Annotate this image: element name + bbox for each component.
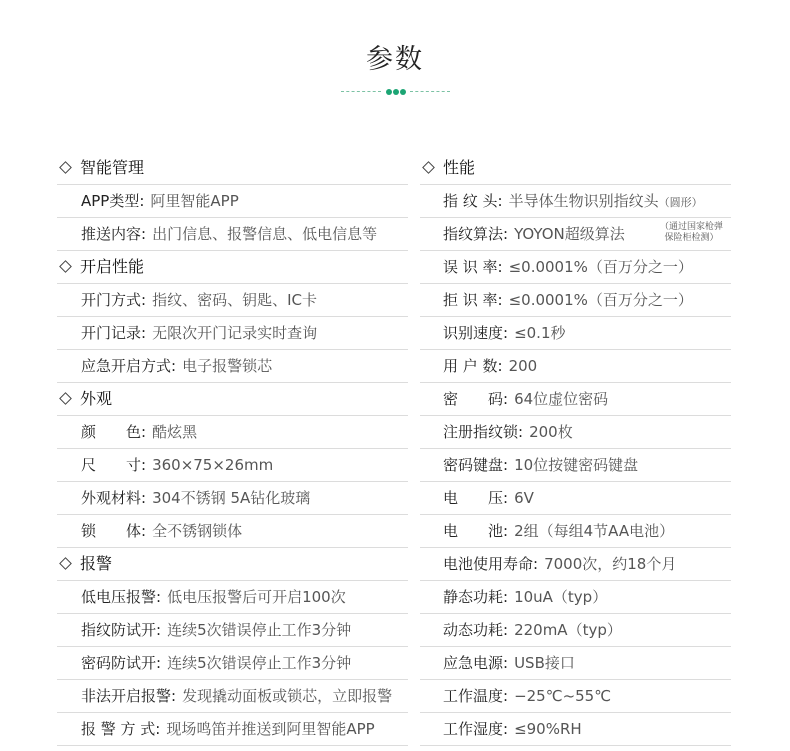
spec-value: 2组（每组4节AA电池）: [514, 522, 675, 540]
spec-row: [57, 350, 408, 383]
spec-label: 电池使用寿命:: [443, 555, 539, 573]
spec-row: [420, 680, 731, 713]
spec-value: 现场鸣笛并推送到阿里智能APP: [166, 720, 375, 738]
spec-label: APP类型:: [81, 192, 145, 210]
spec-row: [420, 515, 731, 548]
spec-label: 用 户 数:: [443, 357, 503, 375]
diamond-icon: [59, 260, 72, 273]
spec-value: 10位按键密码键盘: [514, 456, 639, 474]
spec-label: 非法开启报警:: [81, 687, 177, 705]
spec-value: ≤90%RH: [514, 720, 582, 738]
spec-label: 开门记录:: [81, 324, 147, 342]
spec-value: 电子报警锁芯: [182, 357, 273, 375]
section-heading: 开启性能: [57, 251, 408, 284]
spec-value: 连续5次错误停止工作3分钟: [167, 654, 352, 672]
spec-label: 外观材料:: [81, 489, 147, 507]
spec-row: [57, 713, 408, 746]
spec-value: 连续5次错误停止工作3分钟: [167, 621, 352, 639]
spec-label: 密码防试开:: [81, 654, 162, 672]
section-heading: 报警: [57, 548, 408, 581]
spec-row: [420, 185, 731, 218]
spec-label: 密 码:: [443, 390, 509, 408]
spec-label: 锁 体:: [81, 522, 147, 540]
section-heading: 智能管理: [57, 152, 408, 185]
spec-label: 注册指纹锁:: [443, 423, 524, 441]
spec-value: 7000次，约18个月: [544, 555, 677, 573]
divider-line-left: [341, 91, 381, 92]
spec-label: 工作温度:: [443, 687, 509, 705]
spec-value: ≤0.0001%（百万分之一）: [508, 291, 693, 309]
divider-line-right: [410, 91, 450, 92]
spec-label: 静态功耗:: [443, 588, 509, 606]
spec-label: 低电压报警:: [81, 588, 162, 606]
spec-row: [57, 284, 408, 317]
spec-value: 64位虚位密码: [514, 390, 609, 408]
spec-value: 发现撬动面板或锁芯，立即报警: [182, 687, 393, 705]
spec-value: 酷炫黑: [152, 423, 198, 441]
spec-row: [57, 449, 408, 482]
spec-row: [420, 383, 731, 416]
spec-label: 密码键盘:: [443, 456, 509, 474]
spec-label: 电 压:: [443, 489, 509, 507]
spec-row: [420, 284, 731, 317]
spec-row: [420, 317, 731, 350]
spec-row: [57, 515, 408, 548]
spec-value: −25℃~55℃: [514, 687, 612, 705]
spec-value: 无限次开门记录实时查询: [152, 324, 318, 342]
left-spec-column: [57, 152, 408, 746]
spec-row: [420, 581, 731, 614]
spec-note: （通过国家枪弹 保险柜检测）: [659, 222, 723, 243]
spec-label: 颜 色:: [81, 423, 147, 441]
spec-row: [420, 713, 731, 746]
diamond-icon: [422, 161, 435, 174]
spec-label: 动态功耗:: [443, 621, 509, 639]
spec-label: 电 池:: [443, 522, 509, 540]
title-divider: [341, 88, 450, 96]
diamond-icon: [59, 392, 72, 405]
spec-row: [57, 680, 408, 713]
spec-value: 304不锈钢 5A钻化玻璃: [152, 489, 311, 507]
spec-value: 出门信息、报警信息、低电信息等: [152, 225, 378, 243]
spec-label: 应急电源:: [443, 654, 509, 672]
page-title: 参数: [366, 44, 424, 75]
spec-row: [57, 317, 408, 350]
spec-row: [57, 482, 408, 515]
spec-label: 识别速度:: [443, 324, 509, 342]
spec-row: [420, 350, 731, 383]
spec-value: 200: [508, 357, 538, 375]
spec-row: [57, 581, 408, 614]
spec-label: 拒 识 率:: [443, 291, 503, 309]
spec-label: 工作湿度:: [443, 720, 509, 738]
spec-row: [420, 548, 731, 581]
spec-label: 推送内容:: [81, 225, 147, 243]
spec-value: ≤0.1秒: [514, 324, 566, 342]
spec-row: [420, 251, 731, 284]
spec-row: [57, 185, 408, 218]
spec-row: [420, 218, 731, 251]
section-heading: 外观: [57, 383, 408, 416]
divider-dot: [386, 89, 392, 95]
spec-value: 指纹、密码、钥匙、IC卡: [152, 291, 317, 309]
spec-row: [420, 449, 731, 482]
section-heading: 性能: [420, 152, 731, 185]
diamond-icon: [59, 161, 72, 174]
spec-value: 低电压报警后可开启100次: [167, 588, 346, 606]
spec-value: 全不锈钢锁体: [152, 522, 243, 540]
spec-label: 报 警 方 式:: [81, 720, 161, 738]
spec-row: [420, 614, 731, 647]
divider-dot: [393, 89, 399, 95]
diamond-icon: [59, 557, 72, 570]
spec-value: 阿里智能APP: [150, 192, 239, 210]
spec-row: [420, 416, 731, 449]
spec-row: [57, 218, 408, 251]
spec-row: [57, 614, 408, 647]
spec-label: 误 识 率:: [443, 258, 503, 276]
divider-dot: [400, 89, 406, 95]
spec-label: 应急开启方式:: [81, 357, 177, 375]
spec-label: 指纹算法:: [443, 225, 509, 243]
spec-value: 200枚: [529, 423, 573, 441]
spec-row: [420, 482, 731, 515]
spec-value: 6V: [514, 489, 534, 507]
spec-label: 指纹防试开:: [81, 621, 162, 639]
spec-value: 半导体生物识别指纹头（圆形）: [508, 192, 703, 210]
spec-label: 开门方式:: [81, 291, 147, 309]
spec-label: 尺 寸:: [81, 456, 147, 474]
spec-row: [420, 647, 731, 680]
spec-label: 指 纹 头:: [443, 192, 503, 210]
spec-row: [57, 416, 408, 449]
spec-value: USB接口: [514, 654, 575, 672]
spec-value-suffix: （圆形）: [658, 196, 703, 209]
spec-value: ≤0.0001%（百万分之一）: [508, 258, 693, 276]
spec-row: [57, 647, 408, 680]
spec-value: 10uA（typ）: [514, 588, 608, 606]
spec-value: YOYON超级算法: [514, 225, 625, 243]
spec-value: 220mA（typ）: [514, 621, 622, 639]
right-spec-column: [420, 152, 731, 746]
spec-value: 360×75×26mm: [152, 456, 274, 474]
